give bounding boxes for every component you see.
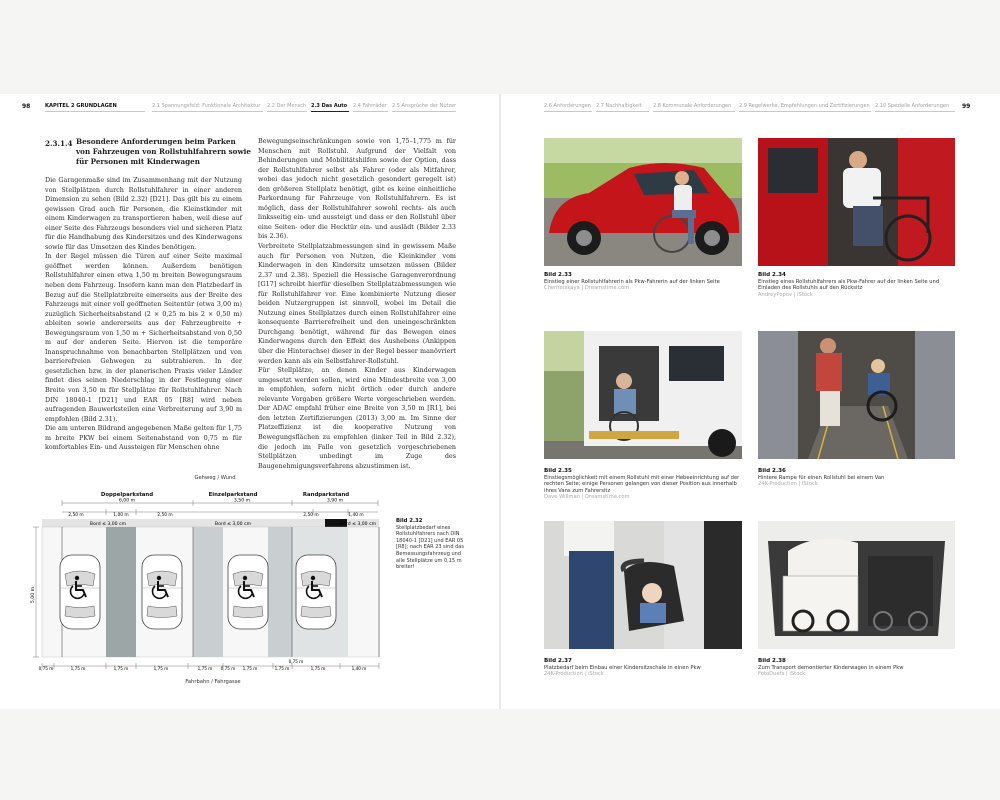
shared-transfer-zone [106,527,136,657]
caption-text: Platzbedarf beim Einbau einer Kindersitzschale in einen Pkw [544,664,701,671]
section-number: 2.3.1.4 [45,139,73,148]
parking-dimension-diagram [28,470,388,690]
photo-2-36 [758,331,955,459]
dim-top-single: 3,50 m [233,498,251,504]
header-rule [353,111,388,112]
header-rule [392,111,456,112]
chapter-title: GRUNDLAGEN [76,103,117,109]
top-label: Gehweg / Wund [194,475,236,481]
header-rule [596,111,649,112]
dim-top-edge: 3,90 m [326,498,344,504]
nav-item-2-9[interactable]: 2.9 Regelwerke, Empfehlungen und Zertifizierungen [739,103,870,109]
chapter-label: KAPITEL 2 [45,103,75,109]
dim-sub: 2,50 m [157,513,173,518]
photo-2-35 [544,331,742,459]
header-rule [875,111,955,112]
dim-bottom: 1,75 m [274,666,290,671]
caption-2-33 [544,272,744,292]
caption-text: Einstieg einer Rollstuhlfahrerin als Pkw-Fahrerin auf der linken Seite [544,278,720,285]
nav-item-2-6[interactable]: 2.6 Anforderungen [544,103,591,109]
caption-credit: 24K-Production | iStock [758,481,818,488]
photo-2-33 [544,138,742,266]
nav-item-2-7[interactable]: 2.7 Nachhaltigkeit [596,103,642,109]
caption-text: Einstieg eines Rollstuhlfahrers als Pkw-Fahrer auf der linken Seite und Einladen des Rollstuhls auf den Rücksitz [758,278,940,292]
caption-credit: Dave Willman | Dreamstime.com [544,494,630,501]
header-single: Einzelparkstand [208,492,258,498]
caption-figure-number: Bild 2.34 [758,272,786,278]
caption-2-36 [758,468,953,488]
dim-bottom: 1,75 m [197,666,213,671]
header-rule [152,111,263,112]
nav-item-2-4[interactable]: 2.4 Fahrräder [353,103,387,109]
header-rule [739,111,871,112]
page-number-left: 98 [22,103,31,110]
body-column-1 [45,176,242,453]
header-rule [544,111,592,112]
paragraph: Verbreitete Stellplatzabmessungen sind in gewissem Maße auch für Personen von Nutzen, die Kleinkinder vom Kinderwagen in den Kindersitz umsetzen müssen (Bilder 2.37 und 2.38). Speziell die Hessische Garagenverordnung [G17] schreibt hierfür dieselben Stellplatzabmessungen wie für Rollstuhlfahrer vor. Eine kombinierte Nutzung dieser beiden Nutzergruppen ist sinnvoll, wobei im Detail die Nutzung eines Stellplatzes durch einen Rollstuhlfahrer eine konsequente Barrierefreiheit und den uneingeschränkten Durchgang benötigt, während für das Bewegen eines Kinderwagens durch den Effekt des Aushebens (Ankippen über die Hinterachse) dieser in der Regel besser manövriert werden kann als ein Selbstfahrer-Rollstuhl. [258,242,456,365]
car [142,555,182,629]
nav-item-2-1[interactable]: 2.1 Spannungsfeld: Funktionale Architektur [152,103,261,109]
nav-item-2-3[interactable]: 2.3 Das Auto [311,103,348,109]
page-number-right: 99 [962,103,971,110]
car [296,555,336,629]
photo-2-34 [758,138,955,266]
dim-top-double: 6,00 m [118,498,136,504]
paragraph: Die am unteren Bildrand angegebenen Maße gelten für 1,75 m breite PKW bei einem Seitenabstand von 0,75 m für komfortables Ein- und Aussteigen für Menschen ohne [45,424,242,452]
caption-2-38 [758,658,953,678]
nav-item-2-2[interactable]: 2.2 Der Mensch [267,103,307,109]
car [60,555,100,629]
dim-bottom: 0,75 m [38,666,54,671]
dim-bottom: 1,75 m [242,666,258,671]
bottom-label: Fahrbahn / Fahrgasse [185,679,241,685]
caption-figure-number: Bild 2.37 [544,658,572,664]
dim-length: 5,00 m [31,586,36,604]
section-title: Besondere Anforderungen beim Parken von Fahrzeugen von Rollstuhlfahrern sowie für Personen mit Kinderwagen [76,137,251,166]
caption-text: Einstiegsmöglichkeit mit einem Rollstuhl mit einer Hebeeinrichtung auf der rechten Seite; einige Personen gelangen von dieser Position aus innerhalb ihres Vans zum Fahrersitz [544,474,740,494]
header-rule [45,111,145,112]
caption-figure-number: Bild 2.36 [758,468,786,474]
header-double: Doppelparkstand [100,492,154,498]
caption-figure-number: Bild 2.38 [758,658,786,664]
photo-2-37 [544,521,742,649]
dim-bottom: 1,75 m [310,666,326,671]
caption-figure-number: Bild 2.33 [544,272,572,278]
chapter-header [45,103,117,109]
caption-2-32 [396,518,466,571]
dim-bottom: 0,75 m [220,666,236,671]
photo-2-38 [758,521,955,649]
caption-credit: FotoDuets | iStock [758,671,806,678]
caption-text: Stellplatzbedarf eines Rollstuhlfahrers nach DIN 18040-1 [D21] und EAR 05 [R8]; nach EAR 23 sind das Bemessungsfahrzeug und alle Stellplätze um 0,15 m breiter! [396,524,464,571]
caption-2-34 [758,272,953,298]
dim-bottom: 1,75 m [153,666,169,671]
transfer-zone [193,527,223,657]
header-edge: Randparkstand [302,492,350,498]
caption-figure-number: Bild 2.35 [544,468,572,474]
caption-credit: Chernetskaya | Dreamstime.com [544,285,630,292]
nav-item-2-5[interactable]: 2.5 Ansprüche der Nutzer [392,103,457,109]
dim-sub: 1,00 m [113,513,129,518]
bord-label: Bord ≤ 3,00 cm [214,522,252,527]
header-rule-active [311,111,349,112]
dim-bottom: 0,75 m [288,659,304,664]
caption-text: Hintere Rampe für einen Rollstuhl bei einem Van [758,474,885,481]
dim-sub: 2,50 m [68,513,84,518]
car [228,555,268,629]
caption-text: Zum Transport demontierter Kinderwagen in einem Pkw [758,664,904,671]
nav-item-2-8[interactable]: 2.8 Kommunale Anforderungen [653,103,732,109]
header-rule [267,111,307,112]
paragraph: Bewegungseinschränkungen sowie von 1,75–1,775 m für Menschen mit Rollstuhl. Aufgrund der Vielfalt von Behinderungen und Mobilitätshilfen sowie der Option, dass der Rollstuhlfahrer selbst als Fahrer (oder als Mitfahrer, wobei das jedoch nicht gesetzlich gesondert geregelt ist) den größeren Stellplatz benötigt, gibt es keine einheitliche Parkordnung für Fahrzeuge von Rollstuhlfahrern. Es ist möglich, dass der Rollstuhlfahrer sowohl rechts- als auch linksseitig ein- und aussteigt und dass er den Rollstuhl über eine Seiten- oder die Hecktür ein- und auslädt (Bilder 2.33 bis 2.36). [258,137,456,241]
caption-figure-number: Bild 2.32 [396,518,423,524]
caption-2-37 [544,658,740,678]
dim-bottom: 1,75 m [113,666,129,671]
paragraph: Für Stellplätze, an denen Kinder aus Kinderwagen umgesetzt werden sollen, wird eine Mindestbreite von 3,00 m empfohlen, sofern nicht örtlich oder durch andere relevante Vorgaben größere Werte vorgeschrieben werden. Der ADAC empfahl früher eine Breite von 3,50 m [R1], bei den letzten Zertifizierungen (2013) 3,00 m. Im Sinne der Platzeffizienz ist die kooperative Nutzung von Bewegungsflächen zu empfehlen (linker Teil in Bild 2.32), die jedoch im Falle von gesetzlich vorgeschriebenen Stellplätzen unbedingt im Zuge des Baugenehmigungsverfahrens abzustimmen ist. [258,366,456,470]
header-rule [653,111,735,112]
body-column-2 [258,137,456,471]
dim-sub: 1,40 m [348,513,364,518]
caption-credit: 24K-Production | iStock [544,671,604,678]
dim-bottom: 1,40 m [351,666,367,671]
caption-2-35 [544,468,740,501]
paragraph: In der Regel müssen die Türen auf einer Seite maximal geöffnet werden können. Außerdem benötigen Rollstuhlfahrer einen etwa 1,50 m breiten Bewegungsraum neben dem Fahrzeug. Insofern kann man den Platzbedarf in Bezug auf die Stellplatzbreite einerseits aus der Breite des Fahrzeugs mit einer voll geöffneten Seitentür (etwa 3,00 m) zuzüglich Sicherheitsabstand (2 × 0,25 m bis 2 × 0,50 m) ableiten sowie andererseits aus der Fahrzeugbreite + Bewegungsraum von 1,50 m + Sicherheitsabstand von 0,50 m auf der anderen Seite. Hiervon ist die temporäre Inanspruchnahme von benachbarten Stellplätzen und von barrierefreien Gehwegen zu subtrahieren. In der gesetzlichen bzw. in der planerischen Praxis vieler Länder findet dies seinen Niederschlag in der Festlegung einer Breite von 3,50 m für Stellplätze für Rollstuhlfahrer. Nach DIN 18040-1 [D21] und EAR 05 [R8] wird neben aufragenden Bauwerksteilen eine Verbreiterung auf 3,90 m empfohlen (Bild 2.31). [45,252,242,423]
paragraph: Die Garagenmaße sind im Zusammenhang mit der Nutzung von Stellplätzen durch Rollstuhlfahrer in einer anderen Dimension zu sehen (Bild 2.32) [D21]. Das gilt bis zu einem gewissen Grad auch für Personen, die Kleinstkinder mit einem Kinderwagen zu transportieren haben, weil diese auf einer Seite des Fahrzeugs besonders viel und sicheren Platz für die Handhabung des Kindersitzes und des Kinderwagens sowie für das Umsetzen des Kindes benötigen. [45,176,242,251]
dim-bottom: 1,75 m [70,666,86,671]
transfer-zone [268,527,292,657]
nav-item-2-10[interactable]: 2.10 Spezielle Anforderungen [875,103,950,109]
bord-label: Bord ≤ 3,00 cm [89,522,127,527]
dim-sub: 2,50 m [303,513,319,518]
bord-label: Bord ≤ 3,00 cm [339,522,377,527]
caption-credit: AndreyPopov | iStock [758,291,813,298]
book-gutter [499,94,501,709]
